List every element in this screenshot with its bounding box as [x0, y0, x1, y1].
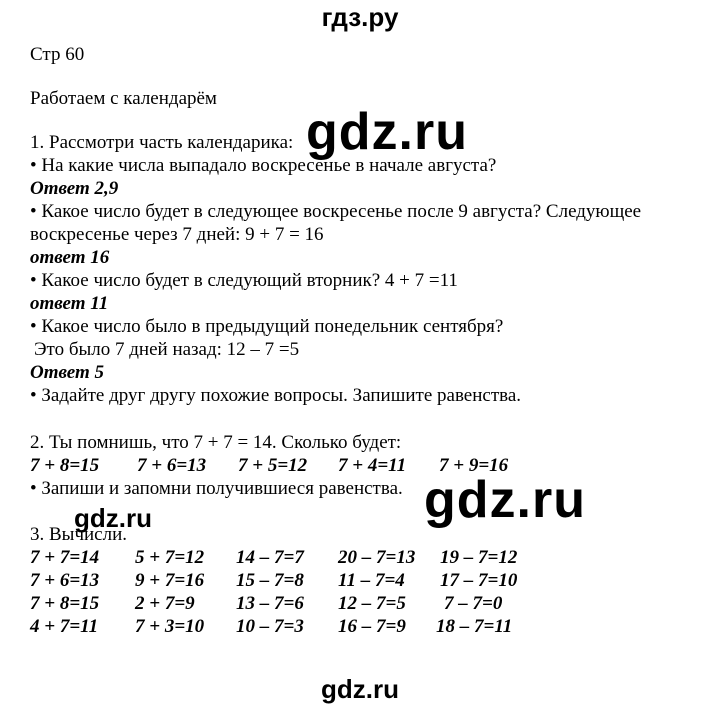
task3-row [30, 547, 630, 569]
task1-question-2-line1: • Какое число будет в следующее воскресенье после 9 августа? Следующее [30, 201, 642, 222]
page-number: Стр 60 [30, 44, 85, 65]
task3-cell: 14 – 7=7 [236, 547, 304, 568]
task1-question-4-line1: • Какое число было в предыдущий понедельник сентября? [30, 316, 504, 337]
task3-cell: 15 – 7=8 [236, 570, 304, 591]
watermark-2: gdz.ru [424, 471, 586, 529]
watermark-3: gdz.ru [74, 503, 152, 533]
task2-answer: 7 + 6=13 [137, 455, 207, 476]
task3-row [30, 570, 630, 592]
task1-question-3: • Какое число будет в следующий вторник? 4 + 7 =11 [30, 270, 458, 291]
task1-answer-3: ответ 11 [30, 293, 109, 314]
task1-answer-4: Ответ 5 [30, 362, 104, 383]
task3-heading: 3. Вычисли. [30, 524, 127, 545]
task1-question-4-line2: Это было 7 дней назад: 12 – 7 =5 [34, 339, 300, 360]
task3-cell: 17 – 7=10 [440, 570, 518, 591]
task3-cell: 2 + 7=9 [135, 593, 195, 614]
task3-row [30, 616, 630, 638]
task3-cell: 18 – 7=11 [436, 616, 513, 637]
task2-heading: 2. Ты помнишь, что 7 + 7 = 14. Сколько будет: [30, 432, 402, 453]
task3-cell: 10 – 7=3 [236, 616, 304, 637]
task3-cell: 5 + 7=12 [135, 547, 205, 568]
task3-row [30, 593, 630, 615]
task3-cell: 19 – 7=12 [440, 547, 518, 568]
task3-cell: 4 + 7=11 [30, 616, 99, 637]
task1-answer-1: Ответ 2,9 [30, 178, 119, 199]
task3-cell: 7 – 7=0 [444, 593, 503, 614]
task3-cell: 20 – 7=13 [338, 547, 416, 568]
task1-question-1: • На какие числа выпадало воскресенье в начале августа? [30, 155, 497, 176]
task3-cell: 12 – 7=5 [338, 593, 406, 614]
task2-answer: 7 + 8=15 [30, 455, 100, 476]
task3-cell: 7 + 6=13 [30, 570, 100, 591]
task1-question-2-line2: воскресенье через 7 дней: 9 + 7 = 16 [30, 224, 324, 245]
task2-answer: 7 + 4=11 [338, 455, 407, 476]
task3-cell: 7 + 3=10 [135, 616, 205, 637]
watermark-1: gdz.ru [306, 103, 468, 161]
site-footer-watermark: gdz.ru [321, 674, 399, 704]
task3-cell: 7 + 8=15 [30, 593, 100, 614]
lesson-title: Работаем с календарём [30, 88, 217, 109]
task3-cell: 16 – 7=9 [338, 616, 406, 637]
task3-cell: 13 – 7=6 [236, 593, 304, 614]
task2-note: • Запиши и запомни получившиеся равенства. [30, 478, 403, 499]
task2-answer: 7 + 9=16 [439, 455, 509, 476]
task3-cell: 11 – 7=4 [338, 570, 405, 591]
task1-answer-2: ответ 16 [30, 247, 110, 268]
task1-question-5: • Задайте друг другу похожие вопросы. Запишите равенства. [30, 385, 522, 406]
task1-heading: 1. Рассмотри часть календарика: [30, 132, 294, 153]
task3-cell: 9 + 7=16 [135, 570, 205, 591]
site-header-watermark: гдз.ру [321, 2, 399, 32]
task2-answer: 7 + 5=12 [238, 455, 308, 476]
task3-cell: 7 + 7=14 [30, 547, 100, 568]
